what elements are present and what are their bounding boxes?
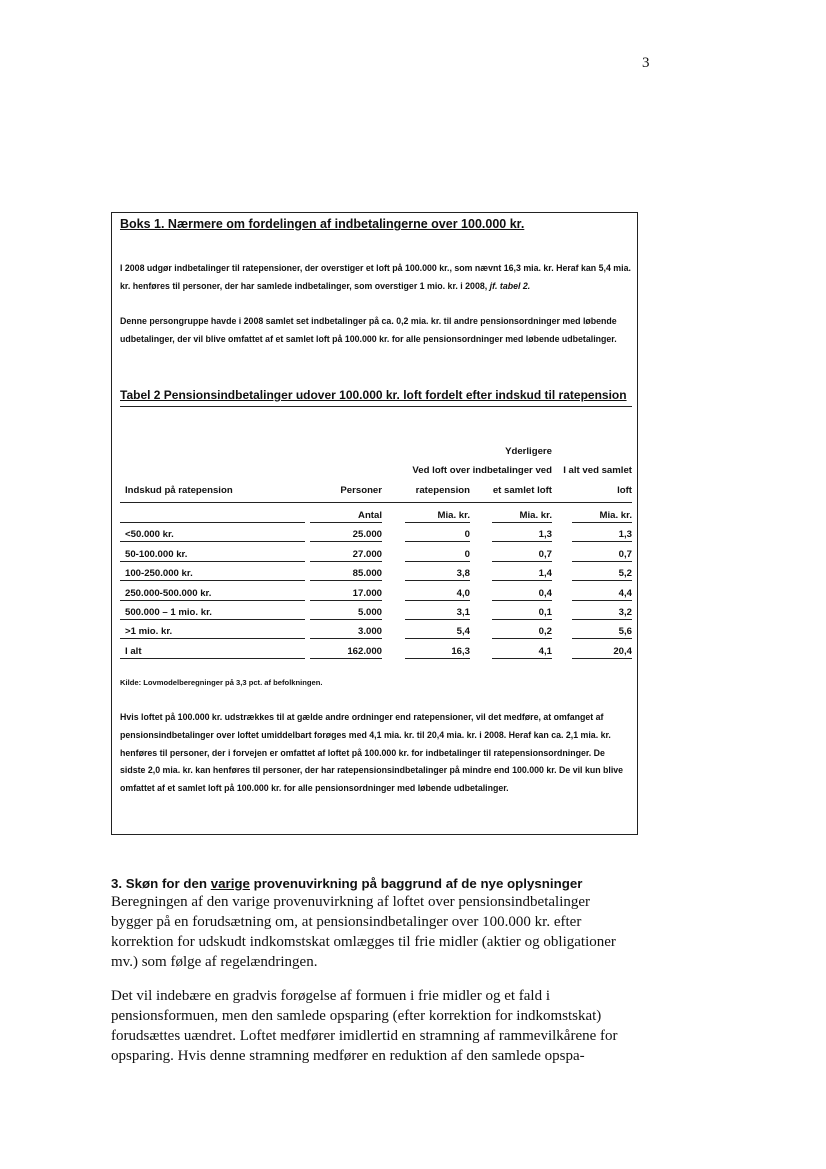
cell-underline [120, 658, 305, 659]
table-cell: I alt [125, 645, 142, 657]
table-cell: 162.000 [347, 645, 382, 657]
table-cell: 100-250.000 kr. [125, 568, 193, 580]
table-title-rule [120, 406, 632, 407]
table-cell: 0,2 [538, 626, 552, 638]
table-cell: 17.000 [352, 587, 382, 599]
table-cell: 5.000 [357, 607, 382, 618]
table-cell: >1 mio. kr. [125, 626, 173, 638]
table-row [120, 522, 632, 542]
table-cell: 27.000 [352, 548, 382, 560]
header-personer: Personer [340, 484, 382, 496]
table-cell: 4,0 [456, 587, 470, 599]
section-paragraph-1: Beregningen af den varige provenuvirkning af loftet over pensionsindbetalinger bygger på en forudsætning om, at pensionsindbetalinger over 100.000 kr. efter korrektion for udskudt indkomstskat omlægges til frie midler (aktier og obligationer mv.) som følge af regelændringen. [111, 894, 616, 970]
table-cell: 3.000 [357, 626, 382, 638]
table-row [120, 561, 632, 581]
table-row [120, 542, 632, 562]
box-paragraph-1: I 2008 udgør indbetalinger til ratepensioner, der overstiger et loft på 100.000 kr., som nævnt 16,3 mia. kr. Heraf kan 5,4 mia. kr. henføres til personer, der har samlede indbetalinger, som overstiger 1 mio. kr. i 2008, jf. tabel 2. [120, 263, 631, 291]
table-cell: Mia. kr. [437, 510, 470, 521]
header-yderligere: Yderligere indbetalinger ved et samlet loft [472, 445, 552, 496]
table-cell: 3,8 [456, 568, 470, 580]
table-cell: Mia. kr. [599, 510, 632, 521]
cell-underline [492, 658, 552, 659]
section-heading: 3. Skøn for den varige provenuvirkning på baggrund af de nye oplysninger [111, 876, 583, 891]
table-cell: 5,6 [618, 626, 632, 638]
table-header [120, 430, 632, 500]
table-cell: 500.000 – 1 mio. kr. [125, 607, 212, 618]
header-ved-loft: Ved loft over ratepension [412, 465, 470, 496]
table-cell: 0,4 [538, 587, 552, 599]
header-i-alt: I alt ved samlet loft [563, 465, 632, 496]
table-row [120, 581, 632, 601]
table-reference: jf. tabel 2. [489, 280, 531, 291]
table-cell: 0 [464, 548, 470, 560]
table-cell: 0,7 [538, 548, 552, 560]
table-cell: 25.000 [352, 529, 382, 541]
table-row [120, 619, 632, 639]
table-cell: 5,2 [618, 568, 632, 580]
table-row [120, 639, 632, 659]
table-cell: 1,3 [538, 529, 552, 541]
cell-underline [405, 658, 470, 659]
page-number: 3 [642, 55, 650, 71]
table-cell: 0,7 [618, 548, 632, 560]
table-row [120, 600, 632, 620]
box-title: Boks 1. Nærmere om fordelingen af indbetalingerne over 100.000 kr. [120, 217, 525, 231]
table-cell: 20,4 [613, 645, 632, 657]
info-box [111, 212, 638, 835]
table-cell: 250.000-500.000 kr. [125, 587, 212, 599]
cell-underline [572, 658, 632, 659]
table-cell: 1,3 [618, 529, 632, 541]
header-indskud: Indskud på ratepension [125, 484, 233, 496]
table-cell: 5,4 [456, 626, 470, 638]
box-paragraph-3: Hvis loftet på 100.000 kr. udstrækkes til at gælde andre ordninger end ratepensioner, vil det medføre, at omfanget af pensionsindbetalinger over loftet umiddelbart forøges med 4,1 mia. kr. til 20,4 mia. kr. i 2008. Heraf kan ca. 2,1 mia. kr. henføres til personer, der i forvejen er omfattet af loftet på 100.000 kr. for indbetalinger til ratepensionsordninger. De sidste 2,0 mia. kr. kan henføres til personer, der har ratepensionsindbetalinger på mindre end 100.000 kr. De vil kun blive omfattet af et samlet loft på 100.000 kr. for alle pensionsordninger med løbende udbetalinger. [120, 712, 624, 794]
table-title: Tabel 2 Pensionsindbetalinger udover 100.000 kr. loft fordelt efter indskud til ratepension [120, 388, 627, 402]
units-row [120, 503, 632, 523]
box-paragraph-2: Denne persongruppe havde i 2008 samlet set indbetalinger på ca. 0,2 mia. kr. til andre pensionsordninger med løbende udbetalinger, der vil blive omfattet af et samlet loft på 100.000 kr. for alle pensionsordninger med løbende udbetalinger. [120, 316, 617, 344]
table-cell: 1,4 [538, 568, 552, 580]
section-paragraph-2: Det vil indebære en gradvis forøgelse af formuen i frie midler og et fald i pensionsformuen, men den samlede opsparing (efter korrektion for indkomstskat) forudsættes uændret. Loftet medfører imidlertid en stramning af rammevilkårene for opsparing. Hvis denne stramning medfører en reduktion af den samlede opspa- [111, 988, 618, 1064]
table-cell: 4,4 [618, 587, 632, 599]
table-cell: 0 [464, 529, 470, 541]
table-cell: Mia. kr. [519, 510, 552, 521]
table-cell: 4,1 [538, 645, 552, 657]
table-cell: 16,3 [451, 645, 470, 657]
table-cell: 85.000 [352, 568, 382, 580]
table-cell: Antal [358, 510, 382, 521]
table-cell: 0,1 [538, 607, 552, 618]
table-cell: 3,1 [456, 607, 470, 618]
table-cell: <50.000 kr. [125, 529, 174, 541]
table-source: Kilde: Lovmodelberegninger på 3,3 pct. af befolkningen. [120, 678, 323, 687]
cell-underline [310, 658, 382, 659]
table-cell: 3,2 [618, 607, 632, 618]
table-cell: 50-100.000 kr. [125, 548, 188, 560]
